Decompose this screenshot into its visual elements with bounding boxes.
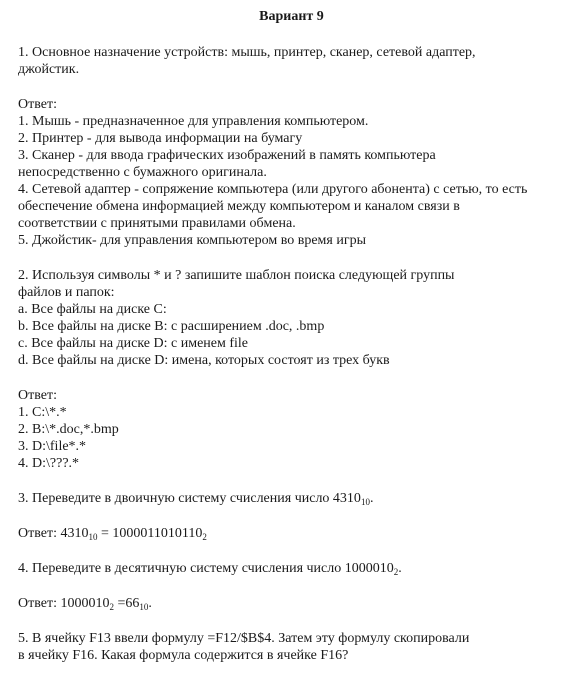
q1-answer-5: 5. Джойстик- для управления компьютером во время игры	[18, 233, 366, 248]
q3-text-main: 3. Переведите в двоичную систему счисления число 4310	[18, 491, 361, 506]
q2-answer-2: 2. B:\*.doc,*.bmp	[18, 422, 119, 437]
q3-answer-mid: = 1000011010110	[97, 526, 203, 541]
q2-item-c: c. Все файлы на диске D: с именем file	[18, 336, 249, 351]
q1-answer-4-line-2: обеспечение обмена информацией между компьютером и каналом связи в	[18, 199, 460, 214]
variant-title: Вариант 9	[259, 9, 324, 24]
q1-answer-3-line-2: непосредственно с бумажного оригинала.	[18, 165, 267, 180]
q2-answer-1: 1. C:\*.*	[18, 405, 67, 420]
q4-answer-end: .	[148, 596, 152, 611]
q2-item-a: a. Все файлы на диске С:	[18, 302, 167, 317]
q3-answer-prefix: Ответ: 4310	[18, 526, 89, 541]
q3-answer	[18, 525, 207, 542]
q3-answer-base-2: 2	[202, 532, 207, 542]
q2-item-d: d. Все файлы на диске D: имена, которых состоят из трех букв	[18, 353, 390, 368]
q4-text	[18, 560, 402, 577]
q4-answer-base-2: 10	[139, 602, 149, 612]
q1-text-line-1: 1. Основное назначение устройств: мышь, принтер, сканер, сетевой адаптер,	[18, 45, 476, 60]
q2-item-b: b. Все файлы на диске В: с расширением .doc, .bmp	[18, 319, 325, 334]
q1-answer-4-line-3: соответствии с принятыми правилами обмена.	[18, 216, 296, 231]
q3-answer-base-1: 10	[88, 532, 98, 542]
q4-answer	[18, 595, 152, 612]
q2-answer-3: 3. D:\file*.*	[18, 439, 87, 454]
q1-answer-3-line-1: 3. Сканер - для ввода графических изображений в память компьютера	[18, 148, 436, 163]
q4-answer-base-1: 2	[109, 602, 114, 612]
q3-text	[18, 490, 373, 507]
q1-text-line-2: джойстик.	[18, 62, 80, 77]
q4-answer-prefix: Ответ: 1000010	[18, 596, 110, 611]
q2-answer-4: 4. D:\???.*	[18, 456, 80, 471]
q4-text-base: 2	[393, 567, 399, 577]
q2-text-line-1: 2. Используя символы * и ? запишите шаблон поиска следующей группы	[18, 268, 455, 283]
q2-answer-label: Ответ:	[18, 388, 57, 403]
q1-answer-4-line-1: 4. Сетевой адаптер - сопряжение компьютера (или другого абонента) с сетью, то есть	[18, 182, 528, 197]
q4-text-main: 4. Переведите в десятичную систему счисления число 1000010	[18, 561, 394, 576]
q1-answer-label: Ответ:	[18, 97, 57, 112]
q3-text-end: .	[369, 491, 374, 506]
q2-text-line-2: файлов и папок:	[18, 285, 115, 300]
q5-text-line-2: в ячейку F16. Какая формула содержится в ячейке F16?	[18, 648, 349, 663]
q1-answer-2: 2. Принтер - для вывода информации на бумагу	[18, 131, 303, 146]
q4-text-end: .	[398, 561, 402, 576]
q1-answer-1: 1. Мышь - предназначенное для управления компьютером.	[18, 114, 369, 129]
q4-answer-mid: =66	[113, 596, 140, 611]
q5-text-line-1: 5. В ячейку F13 ввели формулу =F12/$B$4. Затем эту формулу скопировали	[18, 631, 470, 646]
q3-text-base: 10	[360, 497, 370, 507]
